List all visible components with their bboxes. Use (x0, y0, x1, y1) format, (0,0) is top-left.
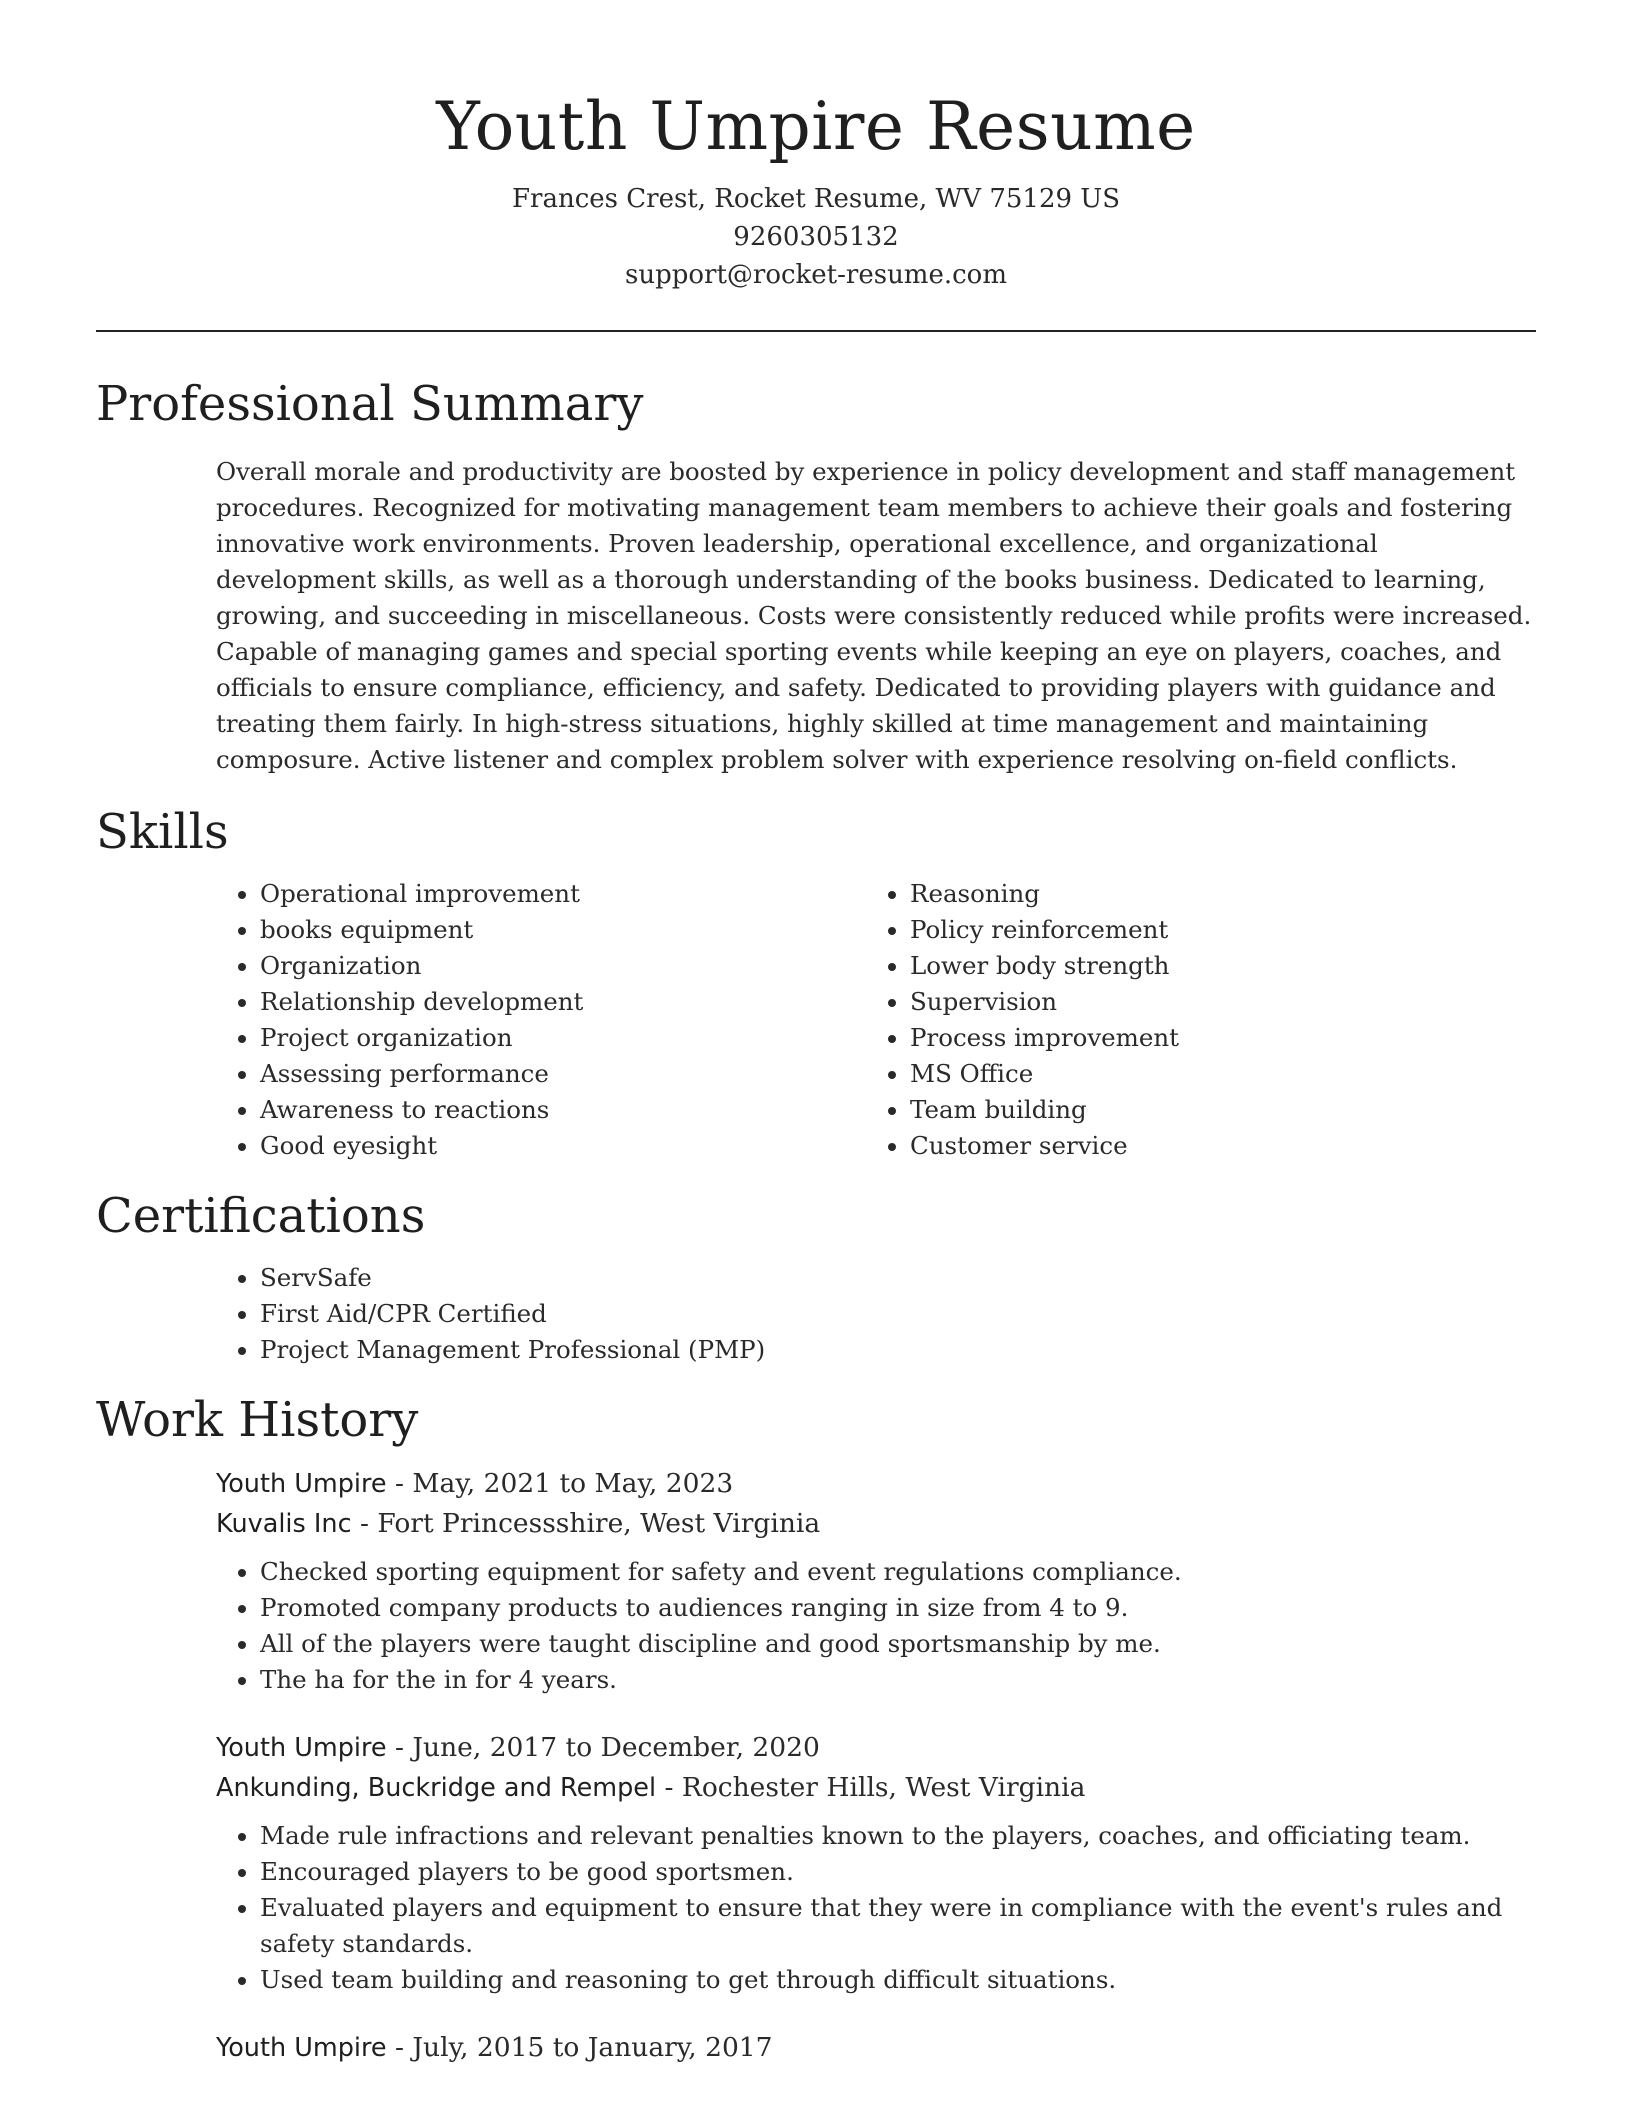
job-bullet: • Promoted company products to audiences ranging in size from 4 to 9. (260, 1590, 1536, 1626)
skill-item: • Team building (910, 1092, 1516, 1128)
job-dates: - May, 2021 to May, 2023 (386, 1468, 734, 1499)
job-bullet: • Used team building and reasoning to get through difficult situations. (260, 1962, 1536, 1998)
job-entry (216, 1728, 1536, 1998)
job-bullet: • Made rule infractions and relevant penalties known to the players, coaches, and officiating team. (260, 1818, 1536, 1854)
phone: 9260305132 (733, 222, 899, 252)
skill-item: • Lower body strength (910, 948, 1516, 984)
skill-item: • Project organization (260, 1020, 866, 1056)
certification-item: • ServSafe (260, 1260, 1536, 1296)
certifications-heading: Certifications (96, 1188, 426, 1244)
summary-heading: Professional Summary (96, 376, 644, 432)
summary-section (96, 372, 1536, 778)
skill-item: • MS Office (910, 1056, 1516, 1092)
skills-column-left (216, 876, 866, 1164)
skill-item: • Supervision (910, 984, 1516, 1020)
skill-item: • Relationship development (260, 984, 866, 1020)
job-location: - Fort Princessshire, West Virginia (351, 1508, 821, 1539)
job-entry (216, 1464, 1536, 1698)
skill-item: • books equipment (260, 912, 866, 948)
job-bullet: • All of the players were taught discipline and good sportsmanship by me. (260, 1626, 1536, 1662)
resume-page (96, 0, 1536, 2068)
skills-columns (216, 876, 1536, 1164)
certification-item: • First Aid/CPR Certified (260, 1296, 1536, 1332)
skills-section (96, 800, 1536, 1164)
job-role: Youth Umpire (216, 2033, 387, 2063)
skill-item: • Reasoning (910, 876, 1516, 912)
job-dates: - July, 2015 to January, 2017 (386, 2032, 773, 2063)
address: Frances Crest, Rocket Resume, WV 75129 US (511, 184, 1121, 214)
skills-heading: Skills (96, 804, 229, 860)
certifications-section (96, 1184, 1536, 1368)
job-entry (216, 2028, 1536, 2068)
certification-item: • Project Management Professional (PMP) (260, 1332, 1536, 1368)
resume-header (96, 0, 1536, 294)
job-bullets (216, 1818, 1536, 1998)
resume-title: Youth Umpire Resume (436, 88, 1196, 165)
job-bullets (216, 1554, 1536, 1698)
job-bullet: • Encouraged players to be good sportsmen. (260, 1854, 1536, 1890)
certifications-list (216, 1260, 1536, 1368)
summary-text: Overall morale and productivity are boosted by experience in policy development and staff management procedures. Recognized for motivating management team members to achieve their goals and fostering innovative work environments. Proven leadership, operational excellence, and organizational development skills, as well as a thorough understanding of the books business. Dedicated to learning, growing, and succeeding in miscellaneous. Costs were consistently reduced while profits were increased. Capable of managing games and special sporting events while keeping an eye on players, coaches, and officials to ensure compliance, efficiency, and safety. Dedicated to providing players with guidance and treating them fairly. In high-stress situations, highly skilled at time management and maintaining composure. Active listener and complex problem solver with experience resolving on-field conflicts. (216, 457, 1532, 774)
job-bullet: • Checked sporting equipment for safety and event regulations compliance. (260, 1554, 1536, 1590)
skills-column-right (866, 876, 1516, 1164)
job-role: Youth Umpire (216, 1469, 387, 1499)
job-location: - Rochester Hills, West Virginia (656, 1772, 1086, 1803)
job-title-line (216, 1464, 1536, 1504)
skill-item: • Good eyesight (260, 1128, 866, 1164)
job-dates: - June, 2017 to December, 2020 (386, 1732, 820, 1763)
skill-item: • Operational improvement (260, 876, 866, 912)
skill-item: • Assessing performance (260, 1056, 866, 1092)
job-title-line (216, 1728, 1536, 1768)
job-company-line (216, 1768, 1536, 1808)
skill-item: • Awareness to reactions (260, 1092, 866, 1128)
work-history-section (96, 1388, 1536, 2068)
job-company-line (216, 1504, 1536, 1544)
email: support@rocket-resume.com (624, 260, 1007, 290)
work-history-heading: Work History (96, 1392, 419, 1448)
job-bullet: • The ha for the in for 4 years. (260, 1662, 1536, 1698)
contact-block (96, 180, 1536, 294)
job-company: Ankunding, Buckridge and Rempel (216, 1773, 657, 1803)
skill-item: • Customer service (910, 1128, 1516, 1164)
header-divider (96, 330, 1536, 332)
skill-item: • Organization (260, 948, 866, 984)
skill-item: • Process improvement (910, 1020, 1516, 1056)
job-title-line (216, 2028, 1536, 2068)
job-company: Kuvalis Inc (216, 1509, 352, 1539)
job-bullet: • Evaluated players and equipment to ensure that they were in compliance with the event's rules and safety standards. (260, 1890, 1536, 1962)
job-role: Youth Umpire (216, 1733, 387, 1763)
skill-item: • Policy reinforcement (910, 912, 1516, 948)
